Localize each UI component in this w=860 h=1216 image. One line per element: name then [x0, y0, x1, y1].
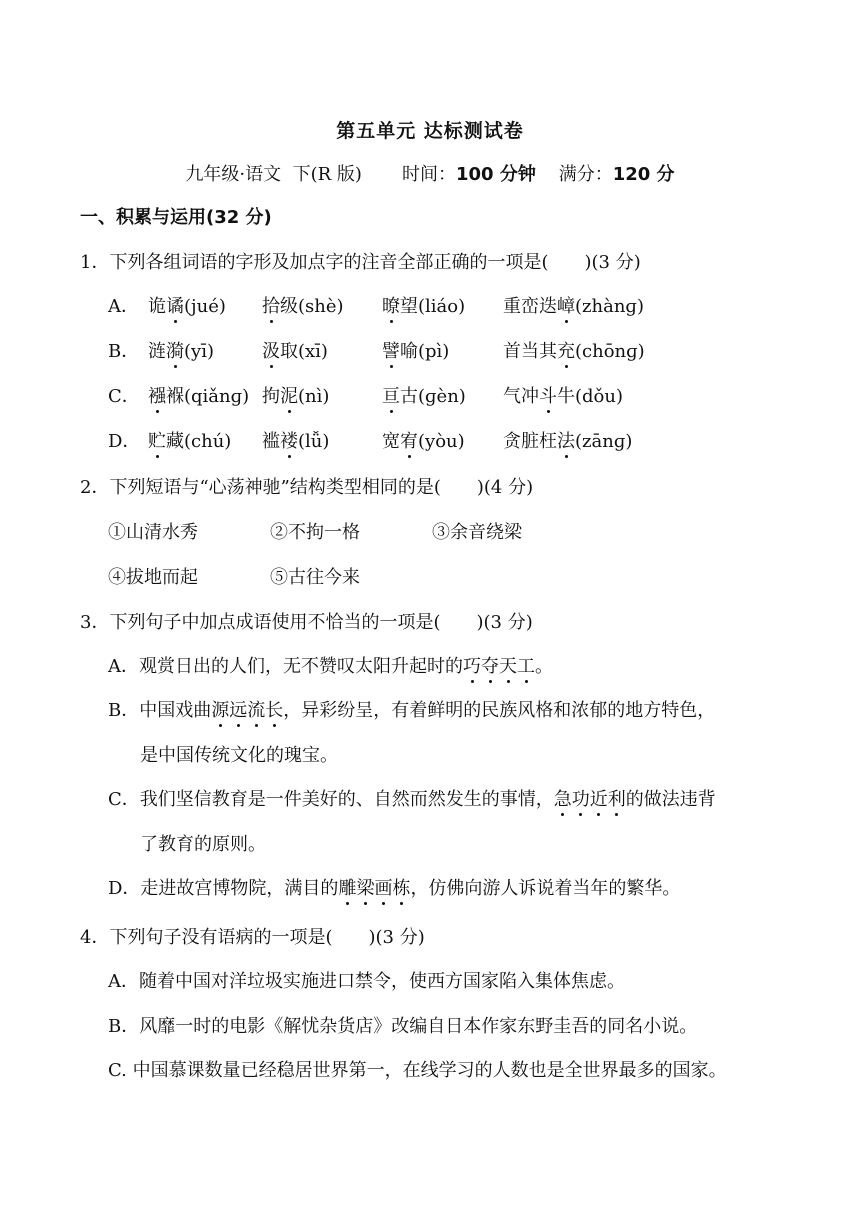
word-text: (jué) — [184, 296, 226, 317]
word-item — [262, 430, 329, 454]
q3-option-b — [108, 699, 715, 723]
word-text: (zānɡ) — [575, 431, 633, 452]
dotted-character: 拾 — [262, 296, 280, 317]
option-label: B． — [108, 341, 140, 362]
dotted-character: 利 — [607, 789, 626, 810]
word-text: 拘 — [262, 386, 280, 407]
q3-option-d — [108, 877, 680, 901]
question-2-stem: 2．下列短语与“心荡神驰”结构类型相同的是( )(4 分) — [80, 477, 534, 498]
dotted-character: 梁 — [356, 878, 375, 899]
word-item — [503, 295, 644, 319]
q2-item: ①山清水秀 — [108, 522, 198, 543]
word-text: 级(shè) — [280, 296, 344, 317]
dotted-character: 急 — [553, 789, 572, 810]
word-text: 藏(chú) — [166, 431, 232, 452]
option-text: C．我们坚信教育是一件美好的、自然而然发生的事情， — [108, 789, 554, 810]
dotted-character: 画 — [374, 878, 393, 899]
word-item — [148, 385, 249, 409]
word-item — [148, 430, 231, 454]
word-item — [382, 385, 466, 409]
dotted-character: 法 — [557, 431, 575, 452]
word-item — [262, 295, 344, 319]
word-item — [382, 430, 465, 454]
time-value: 100 分钟 — [455, 164, 536, 185]
option-label: A． — [108, 296, 139, 317]
word-text: 涟 — [148, 341, 166, 362]
q3-option-c-continued: 了教育的原则。 — [140, 834, 266, 855]
score-label: 满分： — [558, 164, 613, 185]
q2-item: ③余音绕梁 — [432, 522, 522, 543]
word-text: (lǚ) — [298, 431, 330, 452]
grade-subject: 九年级·语文 下(R 版) — [185, 164, 362, 185]
word-text: 重峦迭 — [503, 296, 557, 317]
dotted-character: 功 — [571, 789, 590, 810]
option-text: A．观赏日出的人们，无不赞叹太阳升起时的 — [108, 656, 463, 677]
q3-option-a — [108, 655, 553, 679]
word-text: 取(xī) — [280, 341, 328, 362]
word-text: 宽 — [382, 431, 400, 452]
dotted-character: 襁 — [148, 386, 166, 407]
dotted-idiom — [338, 878, 410, 899]
word-text: (nì) — [298, 386, 330, 407]
word-text: 褴 — [262, 431, 280, 452]
exam-info — [0, 160, 860, 186]
word-item — [503, 340, 645, 364]
word-item — [382, 295, 465, 319]
word-text: (yī) — [184, 341, 214, 362]
word-text: 诡 — [148, 296, 166, 317]
q4-option-a: A．随着中国对洋垃圾实施进口禁令，使西方国家陷入集体焦虑。 — [108, 971, 625, 992]
q3-option-c — [108, 788, 716, 812]
word-text: (chōnɡ) — [575, 341, 645, 362]
word-item — [503, 430, 632, 454]
word-text: 气冲 — [503, 386, 539, 407]
page-title: 第五单元 达标测试卷 — [336, 120, 524, 142]
word-text: 牛(dǒu) — [557, 386, 623, 407]
question-3-stem: 3．下列句子中加点成语使用不恰当的一项是( )(3 分) — [80, 612, 533, 633]
dotted-character: 泥 — [280, 386, 298, 407]
word-text: (yòu) — [418, 431, 465, 452]
option-text: B．中国戏曲 — [108, 700, 212, 721]
dotted-character: 远 — [229, 700, 248, 721]
dotted-character: 栋 — [392, 878, 411, 899]
word-item — [148, 295, 226, 319]
option-text: 的做法违背 — [625, 789, 716, 810]
word-text: 喻(pì) — [400, 341, 450, 362]
word-item — [503, 385, 623, 409]
q2-item: ④拔地而起 — [108, 567, 198, 588]
dotted-character: 汲 — [262, 341, 280, 362]
word-text: 褓(qiǎnɡ) — [166, 386, 250, 407]
word-text: 望(liáo) — [400, 296, 466, 317]
score-value: 120 分 — [612, 164, 675, 185]
dotted-character: 巧 — [463, 656, 481, 677]
option-text: ，仿佛向游人诉说着当年的繁华。 — [410, 878, 681, 899]
dotted-character: 斗 — [539, 386, 557, 407]
dotted-character: 谲 — [166, 296, 184, 317]
option-text: 。 — [535, 656, 553, 677]
q4-option-b: B．风靡一时的电影《解忧杂货店》改编自日本作家东野圭吾的同名小说。 — [108, 1016, 698, 1037]
dotted-character: 褛 — [280, 431, 298, 452]
word-item — [262, 340, 328, 364]
word-item — [262, 385, 329, 409]
dotted-character: 近 — [589, 789, 608, 810]
dotted-character: 源 — [211, 700, 230, 721]
q2-item: ②不拘一格 — [270, 522, 360, 543]
dotted-character: 雕 — [338, 878, 357, 899]
word-text: 古(ɡèn) — [400, 386, 466, 407]
dotted-character: 充 — [557, 341, 575, 362]
dotted-character: 天 — [499, 656, 517, 677]
question-4-stem: 4．下列句子没有语病的一项是( )(3 分) — [80, 927, 425, 948]
time-label: 时间： — [401, 164, 456, 185]
option-text: ，异彩纷呈，有着鲜明的民族风格和浓郁的地方特色， — [283, 700, 716, 721]
dotted-character: 暸 — [382, 296, 400, 317]
option-label: D． — [108, 431, 141, 452]
q4-option-c: C. 中国慕课数量已经稳居世界第一，在线学习的人数也是全世界最多的国家。 — [108, 1060, 727, 1081]
option-text: D．走进故宫博物院，满目的 — [108, 878, 339, 899]
dotted-character: 漪 — [166, 341, 184, 362]
dotted-character: 夺 — [481, 656, 499, 677]
option-label: C． — [108, 386, 140, 407]
word-text: 贪脏枉 — [503, 431, 557, 452]
q3-option-b-continued: 是中国传统文化的瑰宝。 — [140, 745, 338, 766]
word-text: 首当其 — [503, 341, 557, 362]
dotted-idiom — [554, 789, 626, 810]
dotted-idiom — [211, 700, 283, 721]
q2-item: ⑤古往今来 — [270, 567, 360, 588]
dotted-character: 贮 — [148, 431, 166, 452]
section-title: 一、积累与运用(32 分) — [80, 207, 272, 228]
dotted-character: 亘 — [382, 386, 400, 407]
dotted-character: 譬 — [382, 341, 400, 362]
dotted-idiom — [463, 656, 535, 677]
dotted-character: 工 — [517, 656, 535, 677]
word-item — [148, 340, 214, 364]
word-text: (zhànɡ) — [575, 296, 644, 317]
dotted-character: 宥 — [400, 431, 418, 452]
dotted-character: 嶂 — [557, 296, 575, 317]
question-1-stem: 1．下列各组词语的字形及加点字的注音全部正确的一项是( )(3 分) — [80, 252, 641, 273]
word-item — [382, 340, 449, 364]
dotted-character: 流 — [247, 700, 266, 721]
dotted-character: 长 — [265, 700, 284, 721]
